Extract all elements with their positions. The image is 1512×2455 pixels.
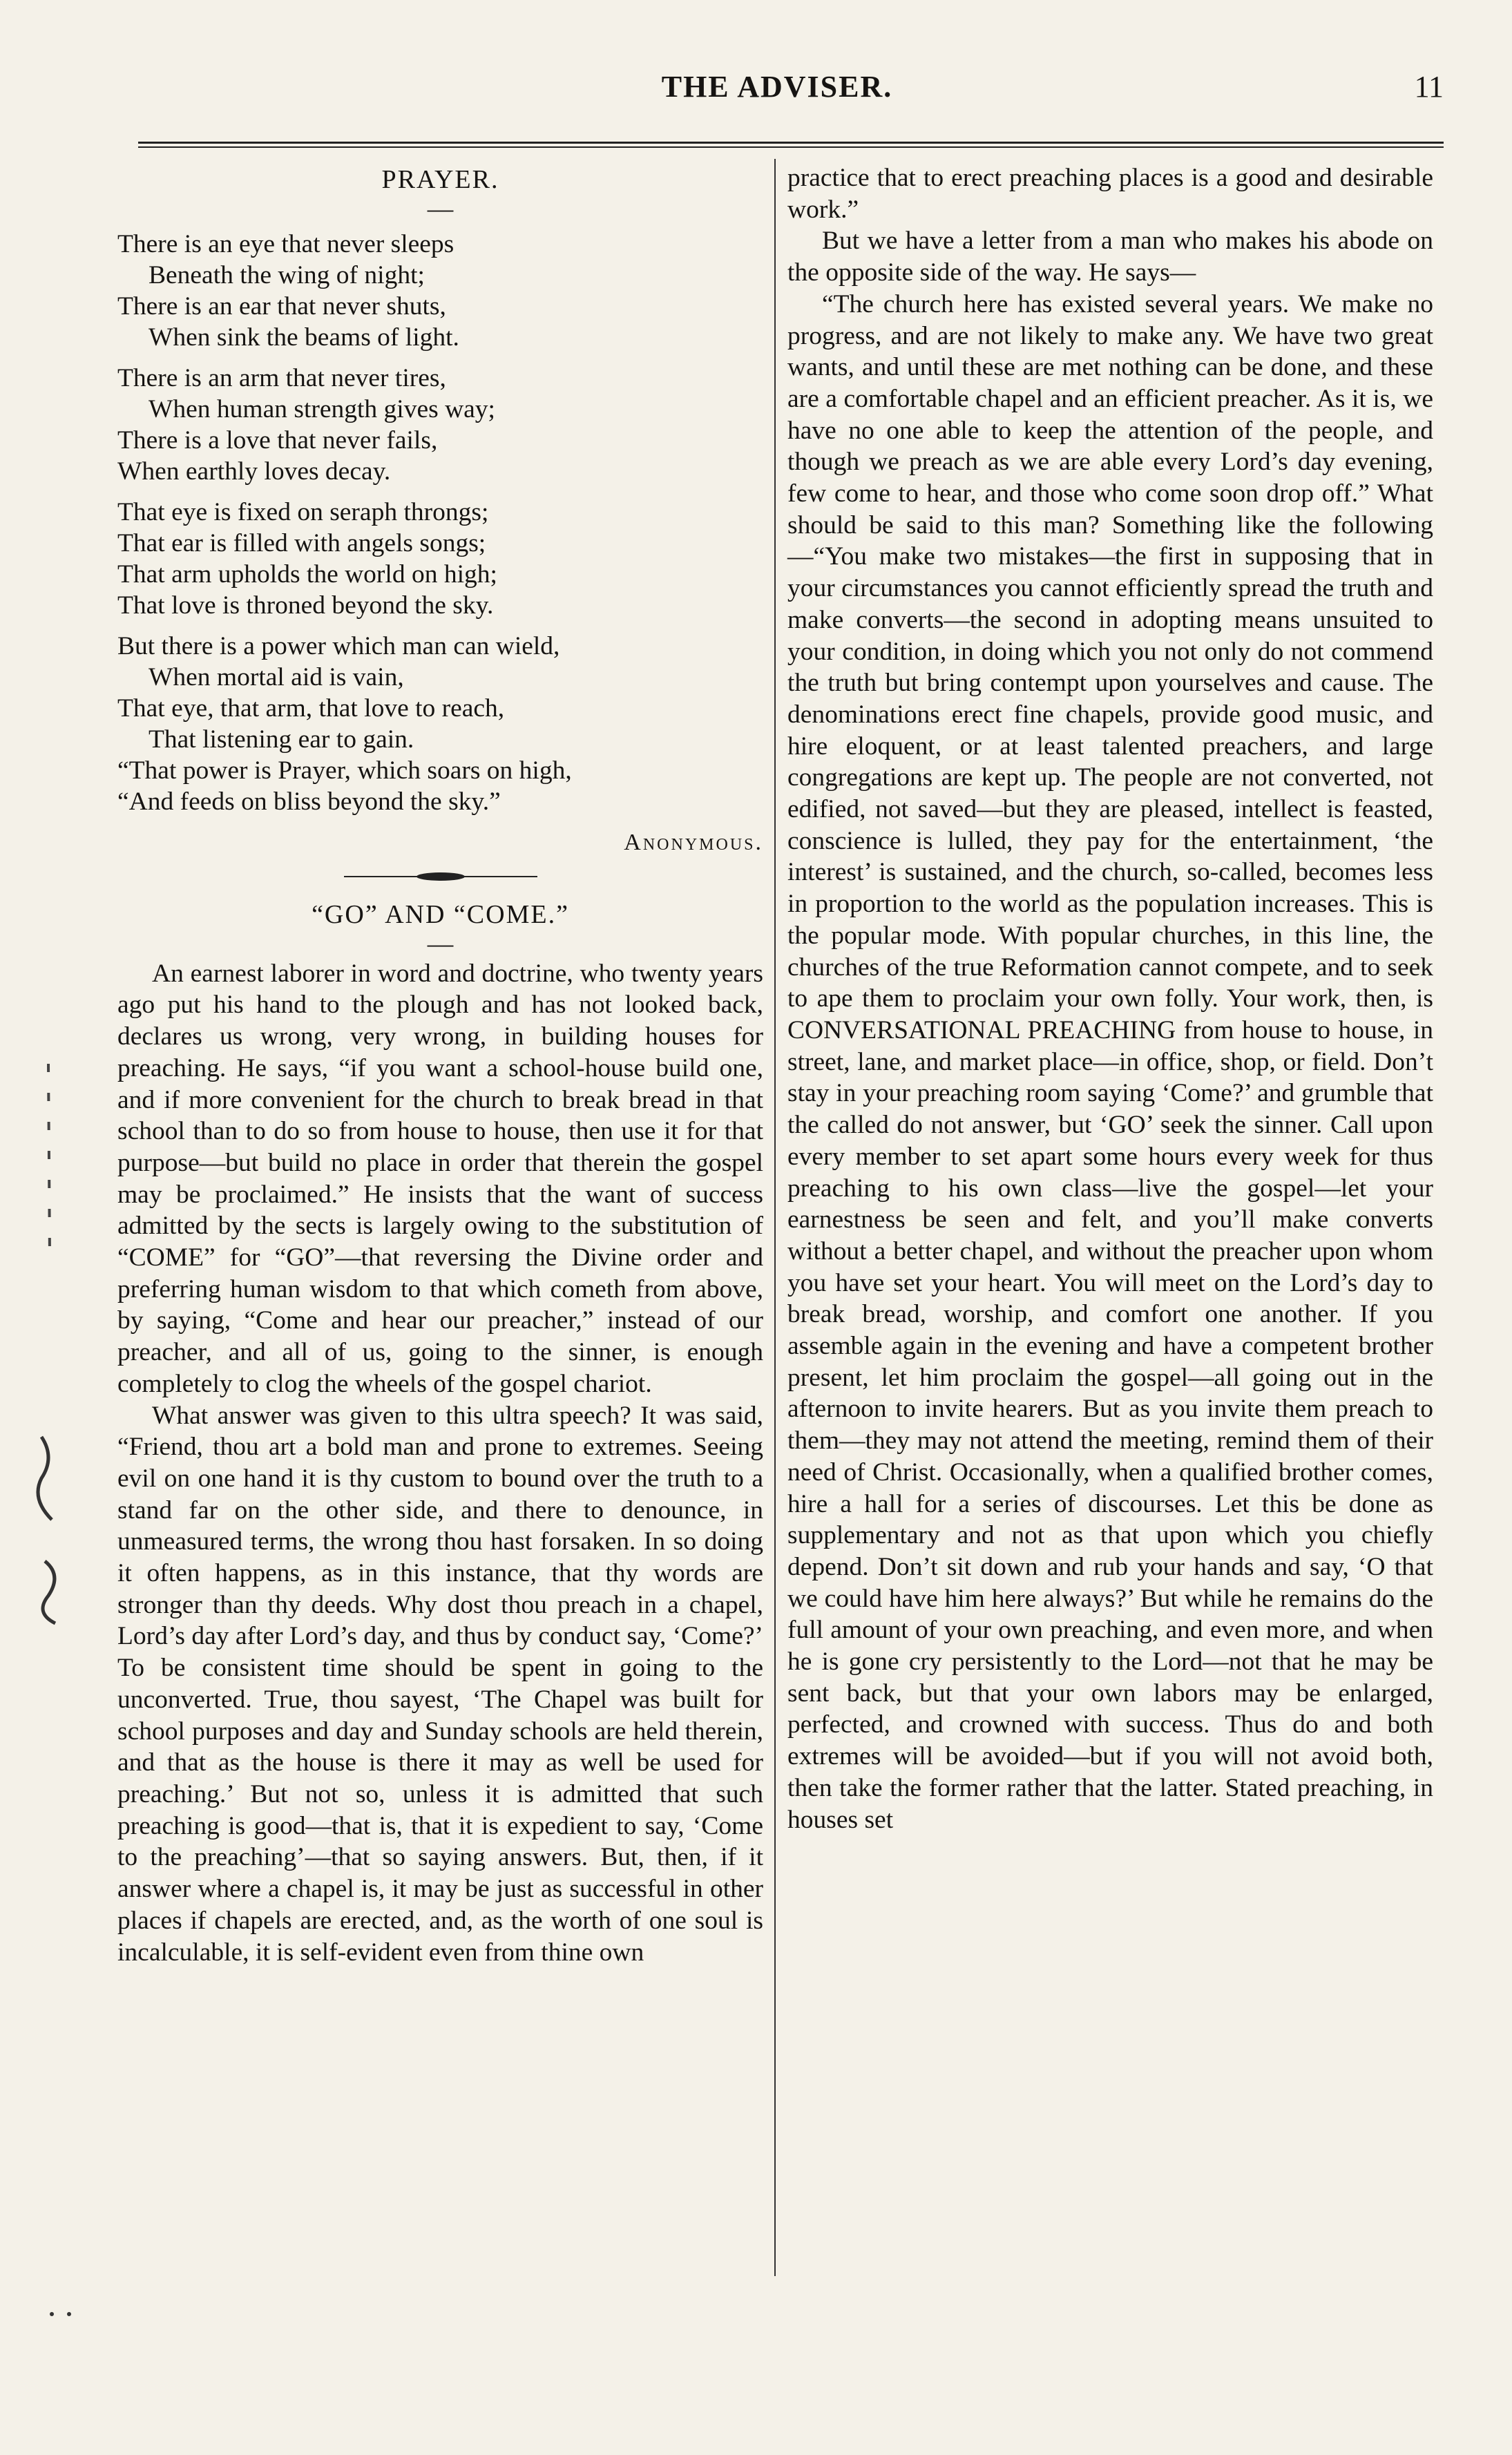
poem-stanza (117, 497, 763, 621)
poem-line: When earthly loves decay. (117, 457, 391, 486)
section-divider-ornament (117, 867, 763, 888)
header-rule (138, 142, 1444, 148)
poem-line: When human strength gives way; (149, 395, 495, 423)
poem-attribution: Anonymous. (624, 830, 763, 855)
poem-line: “That power is Prayer, which soars on high, (117, 756, 572, 785)
poem-line: There is an arm that never tires, (117, 364, 446, 392)
poem-line: That eye, that arm, that love to reach, (117, 694, 505, 723)
article-paragraph: An earnest laborer in word and doctrine, who twenty years ago put his hand to the plough and has not looked back, declares us wrong, very wrong, in building houses for preaching. He says, “if you want a school-house build one, and if more convenient for the church to break bread in that school than to do so from house to house, then use it for that purpose—but build no place in order that therein the gospel may be proclaimed.” He insists that the want of success admitted by the sects is largely owing to the substitution of “COME” for “GO”—that reversing the Divine order and preferring human wisdom to that which cometh from above, by saying, “Come and hear our preacher,” instead of our preacher, and all of us, going to the sinner, is enough completely to clog the wheels of the gospel chariot. (117, 959, 763, 1398)
margin-annotation-marks (21, 1036, 90, 2418)
article-paragraph: But we have a letter from a man who makes his abode on the opposite side of the way. He says— (787, 227, 1433, 287)
poem-stanza (117, 631, 763, 817)
poem-line: That ear is filled with angels songs; (117, 529, 486, 557)
poem-title: PRAYER. (381, 165, 499, 194)
page-number: 11 (1414, 70, 1444, 104)
poem-line: But there is a power which man can wield, (117, 632, 560, 660)
right-column (787, 162, 1433, 1835)
article-paragraph: practice that to erect preaching places is a good and desirable work.” (787, 164, 1433, 224)
margin-scribble-icon (21, 1036, 90, 2418)
poem-line: When mortal aid is vain, (149, 663, 404, 691)
poem-line: When sink the beams of light. (149, 323, 459, 352)
poem-line: Beneath the wing of night; (149, 261, 425, 289)
article-paragraph: “The church here has existed several years. We make no progress, and are not likely to make any. We have two great wants, and until these are met nothing can be done, and these are a comfortable chapel and an efficient preacher. As it is, we have no one able to keep the attention of the people, and though we preach as we are able every Lord’s day evening, few come to hear, and those who come soon drop off.” What should be said to this man? Something like the following—“You make two mistakes—the first in supposing that in your circumstances you cannot efficiently spread the truth and make converts—the second in adopting means unsuited to your condition, in doing which you not only do not commend the truth but bring contempt upon yourselves and cause. The denominations erect fine chapels, provide good music, and hire eloquent, or at least talented preachers, and large congregations are kept up. The people are not converted, not edified, not saved—but they are pleased, intellect is feasted, conscience is lulled, they pay for the entertainment, ‘the interest’ is sustained, and the church, so-called, becomes less in proportion to the world as the population increases. This is the popular mode. With popular churches, in this line, the churches of the true Reformation cannot compete, and to seek to ape them to proclaim your own folly. Your work, then, is CONVERSATIONAL PREACHING from house to house, in street, lane, and market place—in office, shop, or field. Don’t stay in your preaching room saying ‘Come?’ and grumble that the called do not answer, but ‘GO’ seek the sinner. Call upon every member to set apart some hours every week for thus preaching to his own class—live the gospel—let your earnestness be seen and felt, and you’ll make converts without a better chapel, and without the preacher upon whom you have set your heart. You will meet on the Lord’s day to break bread, worship, and comfort one another. If you assemble again in the evening and have a competent brother present, let him proclaim the gospel—all going out in the afternoon to invite hearers. But as you invite them preach to them—they may not attend the meeting, remind them of their need of Christ. Occasionally, when a qualified brother comes, hire a hall for a series of discourses. Let this be done as supplementary and not as that upon which you chiefly depend. Don’t sit down and rub your hands and say, ‘O that we could have him here always?’ But while he remains do the full amount of your own preaching, and even more, and when he is gone cry persistently to the Lord—not that he may be sent back, but that your own labors may be enlarged, perfected, and crowned with success. Thus do and both extremes will be avoided—but if you will not avoid both, then take the former rather that the latter. Stated preaching, in houses set (787, 289, 1433, 1834)
article-title-dash: — (427, 929, 454, 958)
running-title: THE ADVISER. (661, 70, 893, 104)
poem-line: “And feeds on bliss beyond the sky.” (117, 787, 501, 816)
poem-stanza (117, 229, 763, 353)
running-head (111, 69, 1444, 117)
poem-line: That listening ear to gain. (149, 725, 414, 754)
poem-line: That arm upholds the world on high; (117, 560, 497, 589)
left-column (117, 162, 763, 1968)
poem-stanza (117, 363, 763, 487)
article-title: “GO” AND “COME.” (312, 899, 569, 929)
poem-line: There is a love that never fails, (117, 426, 438, 455)
article-paragraph: What answer was given to this ultra speech? It was said, “Friend, thou art a bold man and prone to extremes. Seeing evil on one hand it is thy custom to bound over the truth to a stand far on the other side, and there to denounce, in unmeasured terms, the wrong thou hast forsaken. In so doing it often happens, as in this instance, that thy words are stronger than thy deeds. Why dost thou preach in a chapel, Lord’s day after Lord’s day, and thus by conduct say, ‘Come?’ To be consistent time should be spent in going to the unconverted. True, thou sayest, ‘The Chapel was built for school purposes and day and Sunday schools are held therein, and that as the house is there it may as well be used for preaching.’ But not so, unless it is admitted that such preaching is good—that is, that it is expedient to say, ‘Come to the preaching’—that so saying answers. But, then, if it answer where a chapel is, it may be just as successful in other places if chapels are erected, and, as the worth of one soul is incalculable, it is self-evident even from thine own (117, 1401, 763, 1967)
poem-line: That eye is fixed on seraph throngs; (117, 498, 489, 526)
poem-title-dash: — (427, 195, 454, 223)
poem-line: There is an ear that never shuts, (117, 292, 446, 321)
column-divider (774, 159, 776, 2276)
poem-line: That love is throned beyond the sky. (117, 591, 494, 620)
poem-line: There is an eye that never sleeps (117, 230, 454, 258)
divider-ornament-icon (337, 870, 544, 883)
